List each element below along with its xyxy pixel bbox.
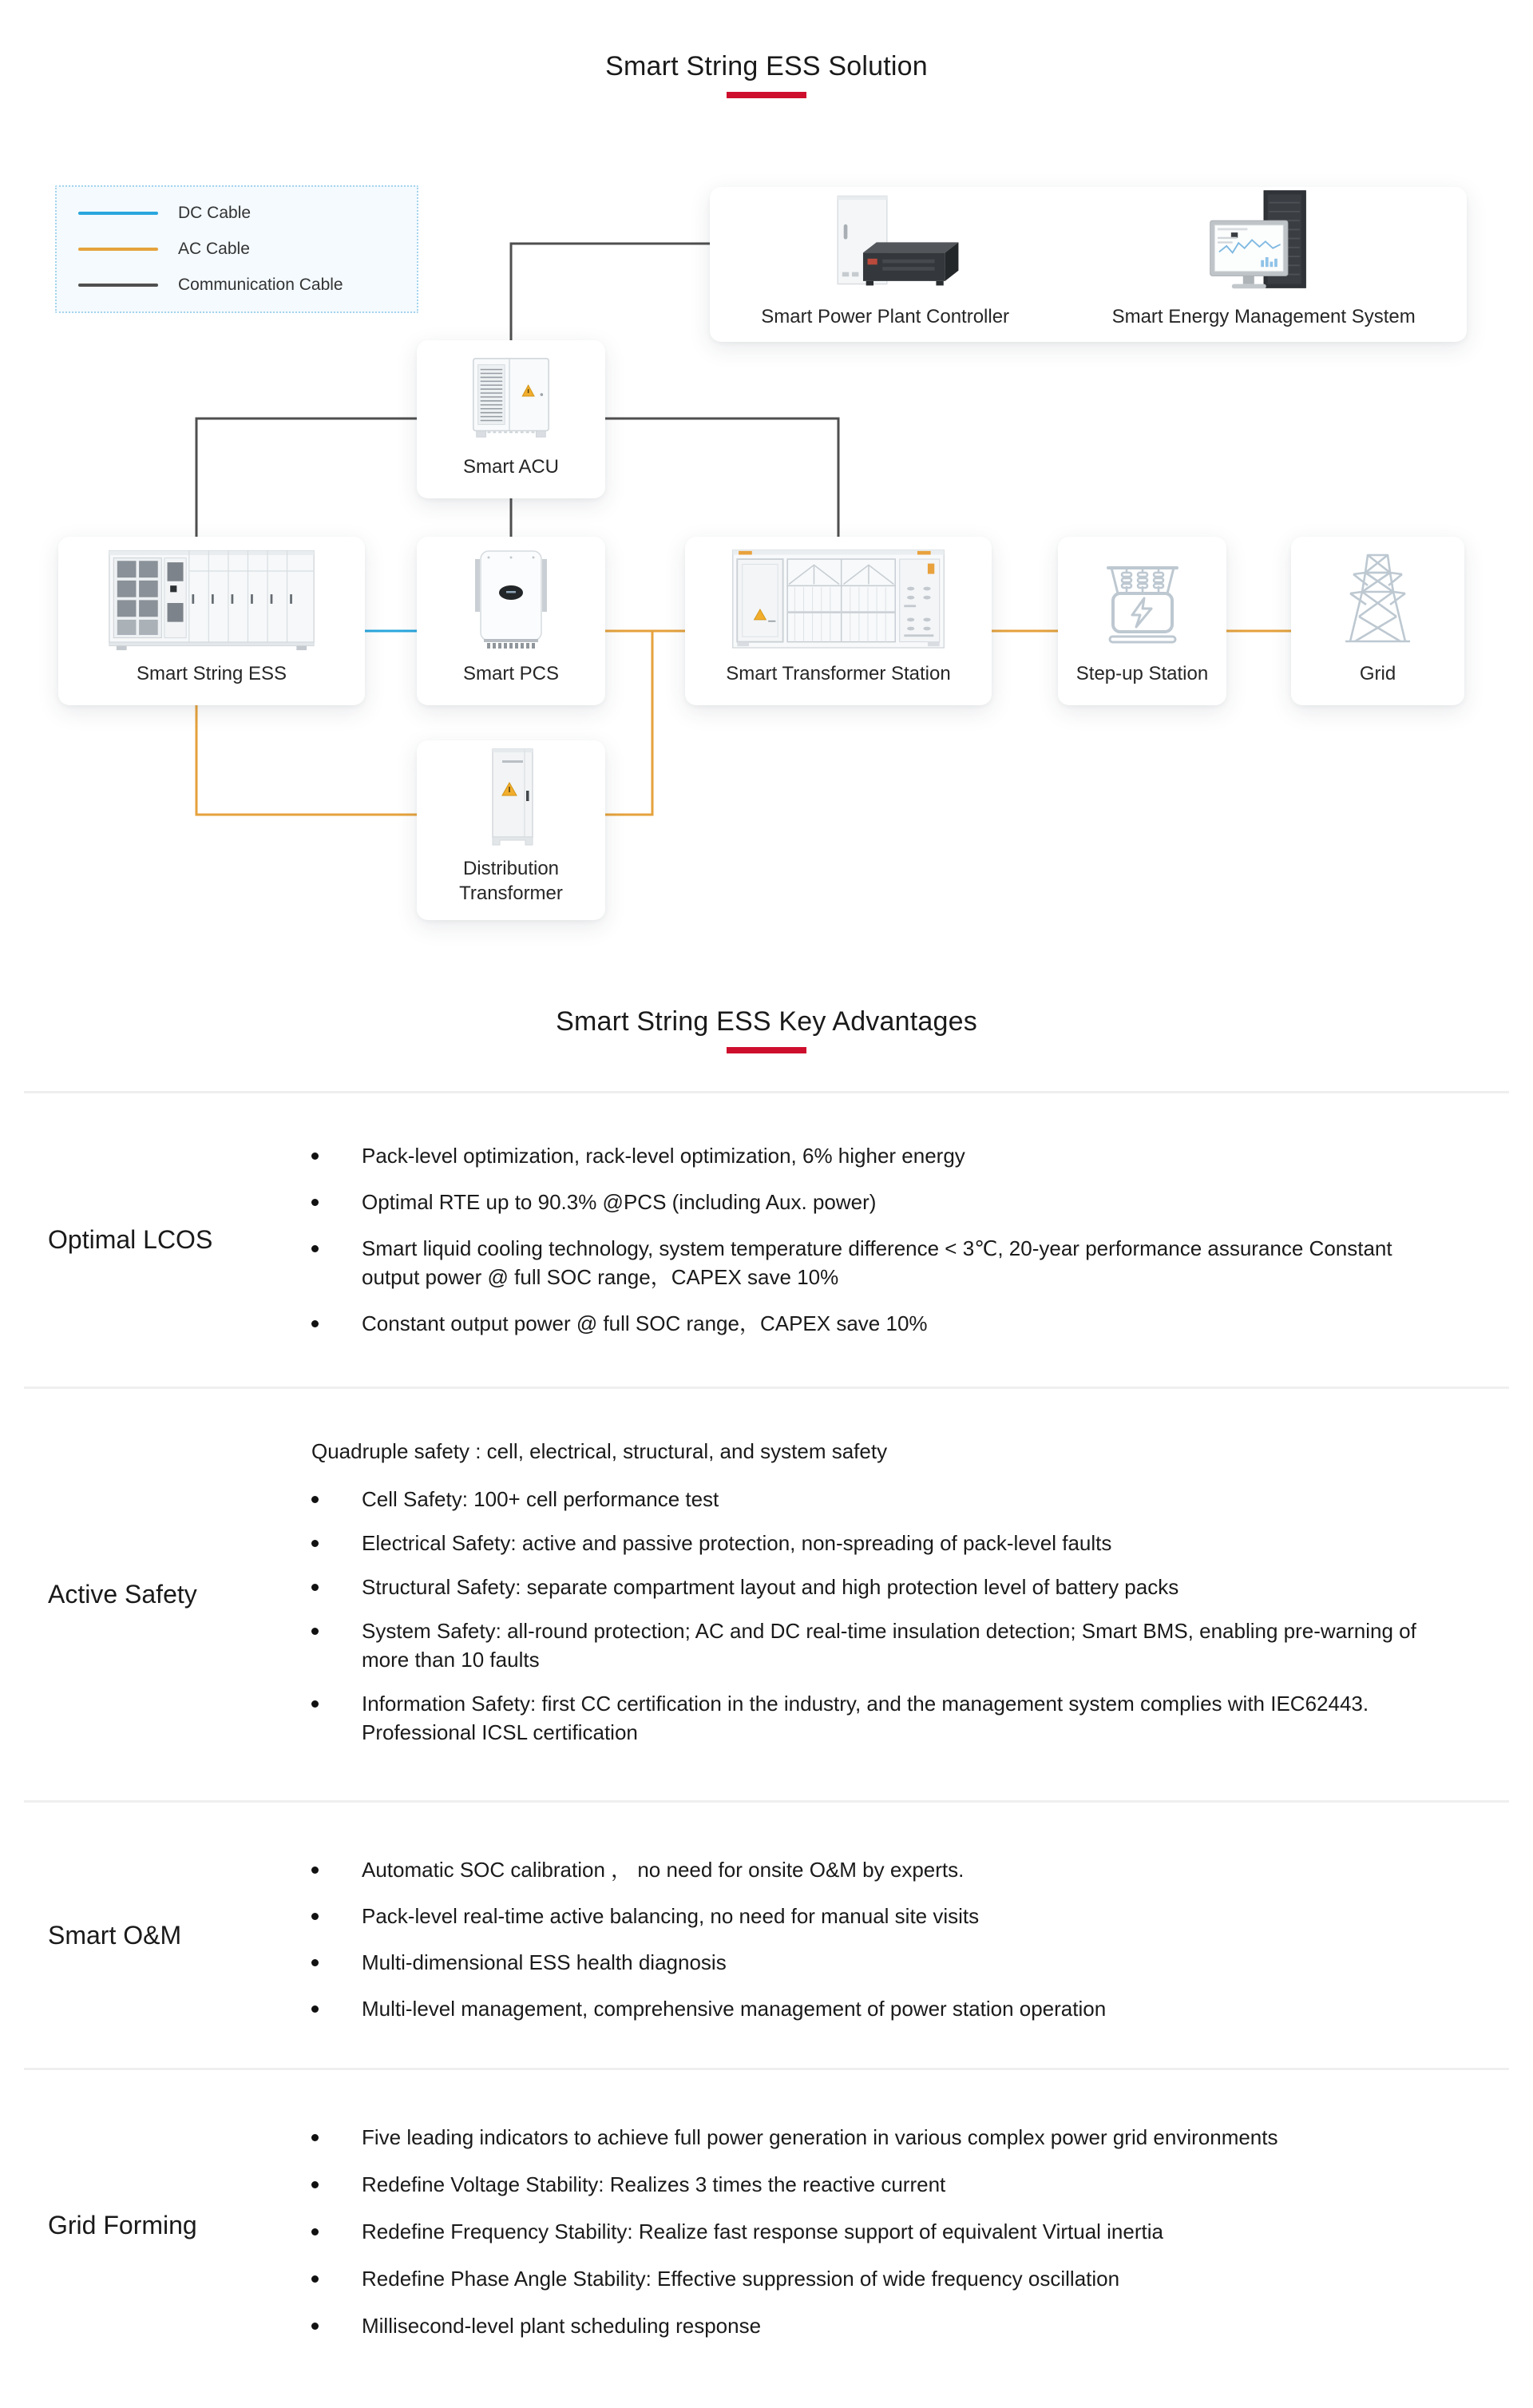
bullet-list bbox=[311, 1855, 1453, 2023]
node-label: Step-up Station bbox=[1075, 663, 1209, 684]
node-smart-power-plant-controller bbox=[761, 187, 1009, 342]
cable-legend bbox=[55, 185, 418, 313]
advantages-title-underline bbox=[727, 1047, 806, 1053]
section-intro: Quadruple safety : cell, electrical, structural, and system safety bbox=[311, 1438, 888, 1463]
grid-tower-icon bbox=[1291, 537, 1464, 661]
bullet-item: Electrical Safety: active and passive protection, non-spreading of pack-level faults bbox=[311, 1529, 1453, 1557]
node-smart-energy-management-system bbox=[1112, 187, 1416, 342]
dc-cable-swatch bbox=[78, 212, 158, 215]
distribution-transformer-image bbox=[417, 740, 605, 856]
section-smart-om bbox=[0, 1803, 1533, 2068]
advantages-header bbox=[0, 982, 1533, 1053]
cable-connections bbox=[0, 0, 1533, 982]
bullet-item: Redefine Voltage Stability: Realizes 3 times the reactive current bbox=[311, 2170, 1453, 2199]
communication-cable-swatch bbox=[78, 284, 158, 287]
legend-label: Communication Cable bbox=[178, 276, 343, 294]
bullet-item: Information Safety: first CC certification in the industry, and the management system complies with IEC62443. Professional ICSL certification bbox=[311, 1689, 1453, 1747]
smart-acu-image bbox=[417, 340, 605, 454]
node-distribution-transformer bbox=[417, 740, 605, 920]
node-smart-transformer-station bbox=[685, 537, 992, 705]
bullet-item: Structural Safety: separate compartment layout and high protection level of battery packs bbox=[311, 1573, 1453, 1601]
section-optimal-lcos bbox=[0, 1093, 1533, 1386]
node-card-management bbox=[710, 187, 1467, 342]
bullet-list bbox=[311, 1141, 1453, 1338]
smart-energy-management-system-image bbox=[1112, 187, 1416, 304]
bullet-item: Smart liquid cooling technology, system temperature difference < 3℃, 20-year performance assurance Constant output power @ full SOC range，CAPEX save 10% bbox=[311, 1234, 1453, 1291]
bullet-item: System Safety: all-round protection; AC and DC real-time insulation detection; Smart BMS, enabling pre-warning of more than 10 faults bbox=[311, 1617, 1453, 1674]
key-advantages bbox=[0, 982, 1533, 2381]
bullet-item: Five leading indicators to achieve full power generation in various complex power grid environments bbox=[311, 2123, 1453, 2152]
node-label: Smart Energy Management System bbox=[1111, 306, 1416, 327]
page-title: Smart String ESS Solution bbox=[605, 51, 928, 81]
bullet-item: Constant output power @ full SOC range，CAPEX save 10% bbox=[311, 1309, 1453, 1338]
section-label: Smart O&M bbox=[48, 1920, 182, 1950]
node-smart-acu bbox=[417, 340, 605, 498]
bullet-item: Automatic SOC calibration ， no need for onsite O&M by experts. bbox=[311, 1855, 1453, 1884]
legend-label: DC Cable bbox=[178, 204, 252, 222]
node-step-up-station bbox=[1058, 537, 1226, 705]
node-smart-string-ess bbox=[58, 537, 365, 705]
section-label: Optimal LCOS bbox=[48, 1225, 213, 1254]
node-grid bbox=[1291, 537, 1464, 705]
bullet-item: Multi-dimensional ESS health diagnosis bbox=[311, 1948, 1453, 1977]
bullet-list bbox=[311, 2123, 1453, 2340]
bullet-item: Redefine Frequency Stability: Realize fast response support of equivalent Virtual inertia bbox=[311, 2217, 1453, 2246]
node-label: Smart ACU bbox=[462, 456, 560, 478]
step-up-station-icon bbox=[1058, 537, 1226, 661]
section-grid-forming bbox=[0, 2070, 1533, 2381]
bullet-list bbox=[311, 1485, 1453, 1747]
bullet-item: Pack-level optimization, rack-level optimization, 6% higher energy bbox=[311, 1141, 1453, 1170]
bullet-item: Pack-level real-time active balancing, no need for manual site visits bbox=[311, 1902, 1453, 1930]
section-active-safety bbox=[0, 1389, 1533, 1800]
section-label: Active Safety bbox=[48, 1580, 197, 1609]
advantages-title: Smart String ESS Key Advantages bbox=[556, 1006, 977, 1037]
node-label: Smart Transformer Station bbox=[726, 663, 951, 684]
smart-power-plant-controller-image bbox=[761, 187, 1009, 304]
legend-item-ac bbox=[78, 240, 417, 259]
solution-diagram bbox=[0, 0, 1533, 982]
bullet-item: Cell Safety: 100+ cell performance test bbox=[311, 1485, 1453, 1513]
node-smart-pcs bbox=[417, 537, 605, 705]
node-label: Grid bbox=[1359, 663, 1396, 684]
ac-cable-swatch bbox=[78, 248, 158, 251]
node-label: Smart PCS bbox=[462, 663, 560, 684]
bullet-item: Multi-level management, comprehensive management of power station operation bbox=[311, 1994, 1453, 2023]
legend-item-dc bbox=[78, 204, 417, 223]
bullet-item: Redefine Phase Angle Stability: Effective suppression of wide frequency oscillation bbox=[311, 2264, 1453, 2293]
legend-item-communication bbox=[78, 276, 417, 295]
section-label: Grid Forming bbox=[48, 2211, 197, 2239]
smart-string-ess-image bbox=[58, 537, 365, 661]
bullet-item: Millisecond-level plant scheduling response bbox=[311, 2311, 1453, 2340]
bullet-item: Optimal RTE up to 90.3% @PCS (including Aux. power) bbox=[311, 1188, 1453, 1216]
legend-label: AC Cable bbox=[178, 240, 250, 258]
node-label: Smart String ESS bbox=[136, 663, 287, 684]
node-label: Smart Power Plant Controller bbox=[761, 306, 1010, 327]
node-label: Distribution Transformer bbox=[459, 858, 563, 904]
smart-pcs-image bbox=[417, 537, 605, 661]
smart-transformer-station-image bbox=[685, 537, 992, 661]
